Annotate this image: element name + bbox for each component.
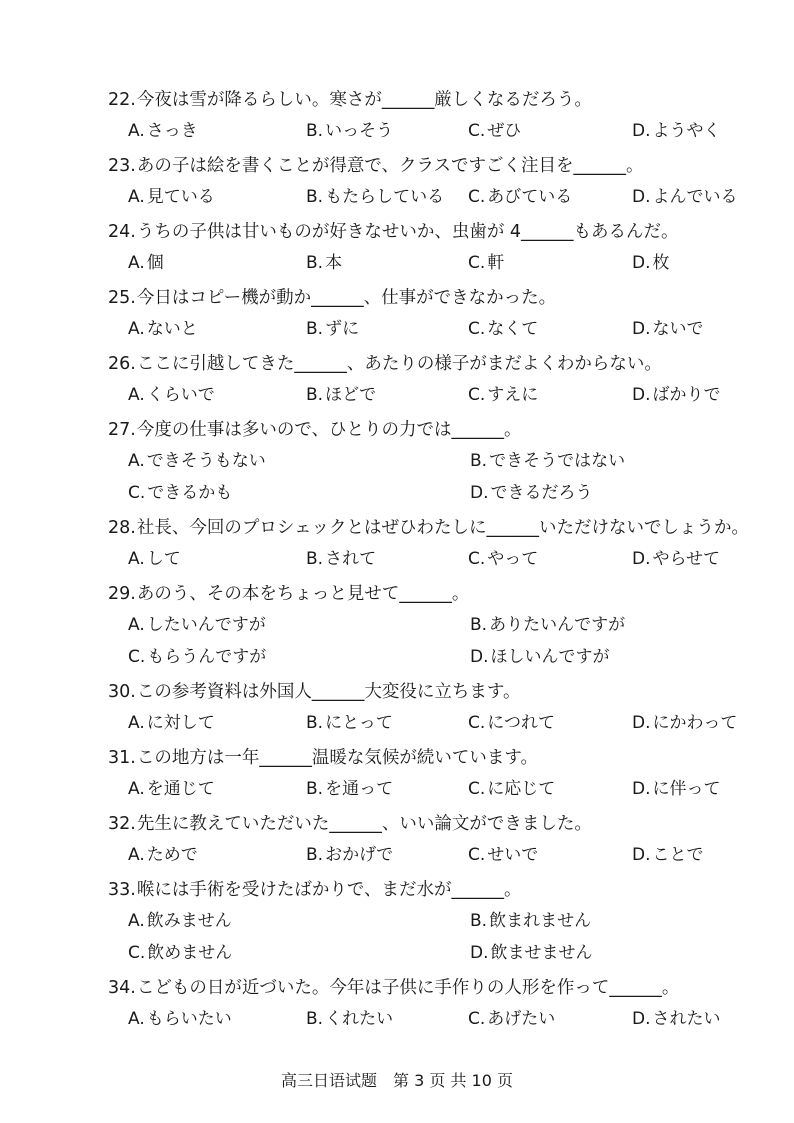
option-letter: A. xyxy=(128,451,145,471)
option-d[interactable] xyxy=(632,546,720,572)
question-23 xyxy=(108,154,754,178)
option-text: ことで xyxy=(652,845,704,865)
question-text: 社長、今回のプロシェックとはぜひわたしに______いただけないでしょうか。 xyxy=(136,518,749,538)
option-text: されたい xyxy=(652,1009,721,1029)
options-row xyxy=(128,480,758,506)
options-row xyxy=(128,908,758,934)
question-number: 30. xyxy=(108,682,136,702)
option-c[interactable] xyxy=(468,546,538,572)
question-30 xyxy=(108,680,754,704)
question-number: 34. xyxy=(108,978,136,998)
option-b[interactable] xyxy=(306,250,342,276)
option-text: を通じて xyxy=(146,779,215,799)
option-text: おかげで xyxy=(325,845,394,865)
options-row xyxy=(128,842,758,868)
option-a[interactable] xyxy=(128,710,215,736)
option-letter: B. xyxy=(470,615,488,635)
question-25 xyxy=(108,286,754,310)
option-b[interactable] xyxy=(306,1006,393,1032)
option-text: よんでいる xyxy=(652,187,738,207)
question-text: この地方は一年______温暖な気候が続いています。 xyxy=(136,748,538,768)
question-number: 23. xyxy=(108,156,136,176)
option-letter: B. xyxy=(470,451,488,471)
option-letter: D. xyxy=(632,713,651,733)
option-letter: C. xyxy=(468,121,486,141)
option-letter: A. xyxy=(128,911,145,931)
option-text: して xyxy=(146,549,181,569)
option-letter: A. xyxy=(128,615,145,635)
option-text: したいんですが xyxy=(146,615,266,635)
option-text: くれたい xyxy=(325,1009,394,1029)
option-d[interactable] xyxy=(632,710,737,736)
option-b[interactable] xyxy=(470,612,625,638)
options-row xyxy=(128,710,758,736)
option-letter: A. xyxy=(128,779,145,799)
option-letter: D. xyxy=(470,647,489,667)
question-22 xyxy=(108,88,754,112)
options-row xyxy=(128,250,758,276)
option-text: にかわって xyxy=(652,713,738,733)
question-text: ここに引越してきた______、あたりの様子がまだよくわからない。 xyxy=(136,354,662,374)
option-text: できるだろう xyxy=(490,483,593,503)
option-c[interactable] xyxy=(468,184,572,210)
option-d[interactable] xyxy=(632,118,721,144)
question-number: 32. xyxy=(108,814,136,834)
option-d[interactable] xyxy=(632,316,704,342)
option-letter: B. xyxy=(306,713,324,733)
option-letter: C. xyxy=(468,713,486,733)
option-letter: B. xyxy=(306,385,324,405)
option-d[interactable] xyxy=(632,1006,721,1032)
option-c[interactable] xyxy=(468,316,538,342)
option-letter: B. xyxy=(306,1009,324,1029)
question-text: 先生に教えていただいた______、いい論文ができました。 xyxy=(136,814,592,834)
option-b[interactable] xyxy=(306,776,393,802)
option-d[interactable] xyxy=(470,644,610,670)
option-a[interactable] xyxy=(128,448,266,474)
question-text: あのう、その本をちょっと見せて______。 xyxy=(136,584,470,604)
question-text: こどもの日が近づいた。今年は子供に手作りの人形を作って______。 xyxy=(136,978,680,998)
option-text: ばかりで xyxy=(652,385,721,405)
options-row xyxy=(128,184,758,210)
option-letter: B. xyxy=(306,845,324,865)
option-letter: D. xyxy=(470,483,489,503)
option-letter: A. xyxy=(128,549,145,569)
option-letter: C. xyxy=(468,549,486,569)
option-text: 本 xyxy=(325,253,343,273)
option-text: あびている xyxy=(487,187,573,207)
option-a[interactable] xyxy=(128,842,198,868)
option-text: もらいたい xyxy=(146,1009,232,1029)
option-letter: D. xyxy=(632,121,651,141)
question-29 xyxy=(108,582,754,606)
option-a[interactable] xyxy=(128,612,266,638)
option-letter: C. xyxy=(128,647,146,667)
option-b[interactable] xyxy=(306,382,376,408)
option-text: ほどで xyxy=(325,385,377,405)
option-text: を通って xyxy=(325,779,394,799)
option-text: 飲みません xyxy=(146,911,232,931)
option-b[interactable] xyxy=(306,842,393,868)
option-letter: B. xyxy=(306,121,324,141)
option-text: 軒 xyxy=(487,253,505,273)
option-letter: B. xyxy=(306,187,324,207)
option-c[interactable] xyxy=(468,842,538,868)
option-a[interactable] xyxy=(128,250,164,276)
question-26 xyxy=(108,352,754,376)
option-a[interactable] xyxy=(128,118,198,144)
question-34 xyxy=(108,976,754,1000)
option-d[interactable] xyxy=(632,842,704,868)
question-24 xyxy=(108,220,754,244)
option-letter: A. xyxy=(128,845,145,865)
option-letter: B. xyxy=(306,253,324,273)
page-footer: 高三日语试题 第 3 页 共 10 页 xyxy=(281,1071,513,1090)
option-text: できるかも xyxy=(147,483,233,503)
option-b[interactable] xyxy=(306,184,444,210)
question-number: 33. xyxy=(108,880,136,900)
option-letter: D. xyxy=(632,1009,651,1029)
option-text: できそうもない xyxy=(146,451,266,471)
options-row xyxy=(128,1006,758,1032)
question-number: 27. xyxy=(108,420,136,440)
option-c[interactable] xyxy=(128,940,232,966)
option-text: 個 xyxy=(146,253,164,273)
question-text: 喉には手術を受けたばかりで、まだ水が______。 xyxy=(136,880,522,900)
option-text: ぜひ xyxy=(487,121,522,141)
option-letter: A. xyxy=(128,319,145,339)
option-text: もらうんですが xyxy=(147,647,267,667)
option-d[interactable] xyxy=(632,382,721,408)
question-32 xyxy=(108,812,754,836)
option-text: に応じて xyxy=(487,779,556,799)
option-letter: A. xyxy=(128,385,145,405)
option-c[interactable] xyxy=(468,250,504,276)
option-b[interactable] xyxy=(470,908,591,934)
option-c[interactable] xyxy=(468,118,521,144)
option-text: さっき xyxy=(146,121,198,141)
option-letter: C. xyxy=(468,385,486,405)
option-letter: C. xyxy=(468,845,486,865)
option-d[interactable] xyxy=(632,184,738,210)
option-text: もたらしている xyxy=(325,187,445,207)
option-text: ありたいんですが xyxy=(489,615,626,635)
question-number: 24. xyxy=(108,222,136,242)
option-c[interactable] xyxy=(468,382,538,408)
option-text: やらせて xyxy=(652,549,720,569)
question-number: 28. xyxy=(108,518,136,538)
option-d[interactable] xyxy=(632,776,721,802)
option-text: ないと xyxy=(146,319,198,339)
options-row xyxy=(128,448,758,474)
options-row xyxy=(128,316,758,342)
option-text: 飲まれません xyxy=(489,911,592,931)
option-text: 飲めません xyxy=(147,943,233,963)
option-text: なくて xyxy=(487,319,539,339)
option-letter: C. xyxy=(468,1009,486,1029)
option-text: やって xyxy=(487,549,539,569)
option-a[interactable] xyxy=(128,316,198,342)
question-number: 25. xyxy=(108,288,136,308)
option-letter: C. xyxy=(468,319,486,339)
question-28 xyxy=(108,516,754,540)
question-33 xyxy=(108,878,754,902)
option-letter: D. xyxy=(632,253,651,273)
option-c[interactable] xyxy=(468,710,555,736)
option-letter: A. xyxy=(128,121,145,141)
question-text: 今日はコピー機が動か______、仕事ができなかった。 xyxy=(136,288,557,308)
option-c[interactable] xyxy=(468,776,555,802)
option-letter: B. xyxy=(306,319,324,339)
question-number: 29. xyxy=(108,584,136,604)
options-row xyxy=(128,118,758,144)
option-b[interactable] xyxy=(306,546,376,572)
option-letter: C. xyxy=(468,253,486,273)
question-text: あの子は絵を書くことが得意で、クラスですごく注目を______。 xyxy=(136,156,644,176)
option-text: せいで xyxy=(487,845,539,865)
question-number: 22. xyxy=(108,90,136,110)
option-a[interactable] xyxy=(128,908,232,934)
option-text: ずに xyxy=(325,319,360,339)
option-text: ほしいんですが xyxy=(490,647,610,667)
option-b[interactable] xyxy=(306,710,393,736)
option-letter: A. xyxy=(128,1009,145,1029)
options-row xyxy=(128,644,758,670)
option-a[interactable] xyxy=(128,184,215,210)
option-d[interactable] xyxy=(470,940,593,966)
question-text: この参考資料は外国人______大変役に立ちます。 xyxy=(136,682,521,702)
option-letter: D. xyxy=(632,779,651,799)
option-b[interactable] xyxy=(470,448,625,474)
option-letter: B. xyxy=(470,911,488,931)
option-text: 見ている xyxy=(146,187,215,207)
options-row xyxy=(128,612,758,638)
option-text: に伴って xyxy=(652,779,721,799)
option-text: に対して xyxy=(146,713,215,733)
option-text: ようやく xyxy=(652,121,721,141)
option-letter: D. xyxy=(632,549,651,569)
question-text: 今度の仕事は多いので、ひとりの力では______。 xyxy=(136,420,522,440)
option-d[interactable] xyxy=(470,480,593,506)
option-text: ないで xyxy=(652,319,704,339)
question-number: 31. xyxy=(108,748,136,768)
question-number: 26. xyxy=(108,354,136,374)
option-letter: B. xyxy=(306,549,324,569)
question-text: 今夜は雪が降るらしい。寒さが______厳しくなるだろう。 xyxy=(136,90,592,110)
option-text: くらいで xyxy=(146,385,215,405)
option-text: につれて xyxy=(487,713,555,733)
option-letter: D. xyxy=(470,943,489,963)
options-row xyxy=(128,940,758,966)
option-b[interactable] xyxy=(306,118,393,144)
option-letter: D. xyxy=(632,319,651,339)
options-row xyxy=(128,776,758,802)
question-27 xyxy=(108,418,754,442)
option-text: すえに xyxy=(487,385,539,405)
option-text: いっそう xyxy=(325,121,394,141)
option-text: 飲ませません xyxy=(490,943,593,963)
option-text: ためで xyxy=(146,845,198,865)
option-b[interactable] xyxy=(306,316,359,342)
option-letter: C. xyxy=(128,483,146,503)
option-letter: C. xyxy=(468,187,486,207)
option-text: できそうではない xyxy=(489,451,626,471)
option-text: にとって xyxy=(325,713,393,733)
option-a[interactable] xyxy=(128,1006,232,1032)
option-letter: A. xyxy=(128,187,145,207)
question-31 xyxy=(108,746,754,770)
option-a[interactable] xyxy=(128,776,215,802)
option-letter: D. xyxy=(632,385,651,405)
option-letter: C. xyxy=(468,779,486,799)
option-c[interactable] xyxy=(128,480,232,506)
option-c[interactable] xyxy=(128,644,266,670)
option-text: 枚 xyxy=(652,253,670,273)
option-letter: B. xyxy=(306,779,324,799)
option-c[interactable] xyxy=(468,1006,555,1032)
option-d[interactable] xyxy=(632,250,670,276)
options-row xyxy=(128,546,758,572)
option-text: あげたい xyxy=(487,1009,556,1029)
option-letter: A. xyxy=(128,253,145,273)
option-a[interactable] xyxy=(128,382,215,408)
options-row xyxy=(128,382,758,408)
option-letter: D. xyxy=(632,187,651,207)
option-letter: D. xyxy=(632,845,651,865)
option-letter: C. xyxy=(128,943,146,963)
option-text: されて xyxy=(325,549,377,569)
question-text: うちの子供は甘いものが好きなせいか、虫歯が 4______もあるんだ。 xyxy=(136,222,679,242)
option-a[interactable] xyxy=(128,546,181,572)
option-letter: A. xyxy=(128,713,145,733)
